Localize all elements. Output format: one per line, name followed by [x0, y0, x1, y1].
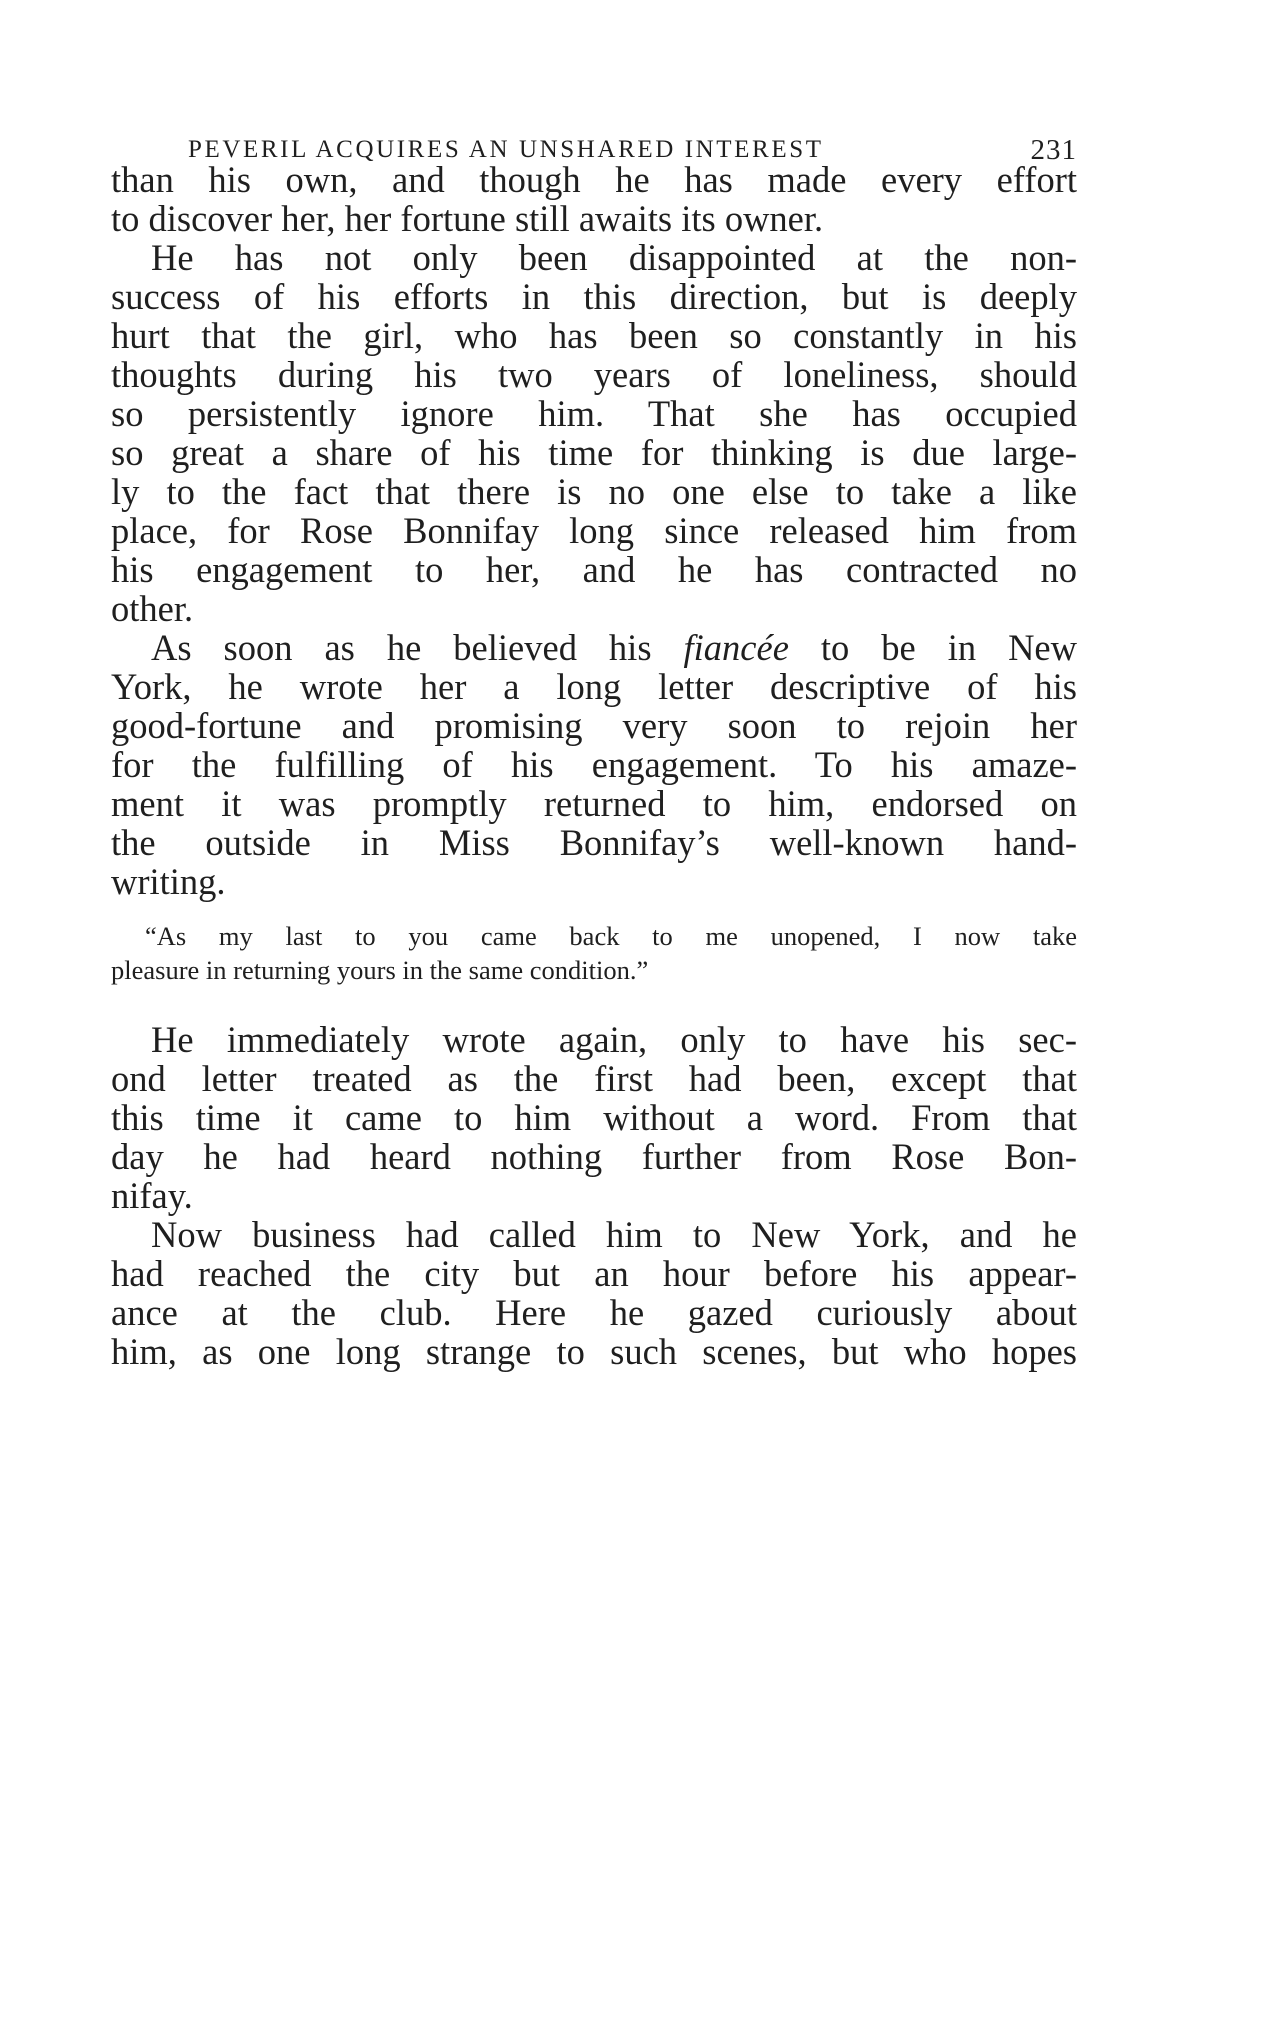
text-line: Now business had called him to New York, and he	[151, 1214, 1077, 1255]
text-run: As soon as he believed his	[151, 627, 684, 668]
page-number: 231	[1030, 134, 1077, 166]
text-line: than his own, and though he has made every effort	[111, 159, 1077, 200]
text-line: He immediately wrote again, only to have his sec-	[151, 1019, 1077, 1060]
text-line: ance at the club. Here he gazed curiously about	[111, 1292, 1077, 1333]
text-line: good-fortune and promising very soon to rejoin her	[111, 705, 1077, 746]
running-head-title: PEVERIL ACQUIRES AN UNSHARED INTEREST	[188, 136, 824, 163]
text-run: to be in New	[788, 627, 1077, 668]
text-line: day he had heard nothing further from Rose Bon-	[111, 1136, 1077, 1177]
text-line: success of his efforts in this direction, but is deeply	[111, 276, 1077, 317]
text-line: so persistently ignore him. That she has occupied	[111, 393, 1077, 434]
text-line: the outside in Miss Bonnifay’s well-known hand-	[111, 822, 1077, 863]
text-line: had reached the city but an hour before his appear-	[111, 1253, 1077, 1294]
text-line: writing.	[111, 861, 226, 902]
text-line: York, he wrote her a long letter descriptive of his	[111, 666, 1077, 707]
text-line: ment it was promptly returned to him, endorsed on	[111, 783, 1077, 824]
text-line: He has not only been disappointed at the non-	[151, 237, 1077, 278]
italic-word: fiancée	[683, 627, 789, 668]
text-line: ond letter treated as the first had been, except that	[111, 1058, 1077, 1099]
text-line: nifay.	[111, 1175, 193, 1216]
text-line: him, as one long strange to such scenes, but who hopes	[111, 1331, 1077, 1372]
quotation-line: pleasure in returning yours in the same condition.”	[111, 955, 649, 985]
text-line: other.	[111, 588, 194, 629]
text-line: his engagement to her, and he has contracted no	[111, 549, 1077, 590]
text-line: this time it came to him without a word. From that	[111, 1097, 1077, 1138]
text-line: place, for Rose Bonnifay long since released him from	[111, 510, 1077, 551]
text-line: for the fulfilling of his engagement. To his amaze-	[111, 744, 1077, 785]
text-line: hurt that the girl, who has been so constantly in his	[111, 315, 1077, 356]
text-line: thoughts during his two years of loneliness, should	[111, 354, 1077, 395]
text-line: to discover her, her fortune still awaits its owner.	[111, 198, 824, 239]
text-line: ly to the fact that there is no one else to take a like	[111, 471, 1077, 512]
text-line: so great a share of his time for thinking is due large-	[111, 432, 1077, 473]
quotation-line: “As my last to you came back to me unopened, I now take	[145, 921, 1077, 951]
